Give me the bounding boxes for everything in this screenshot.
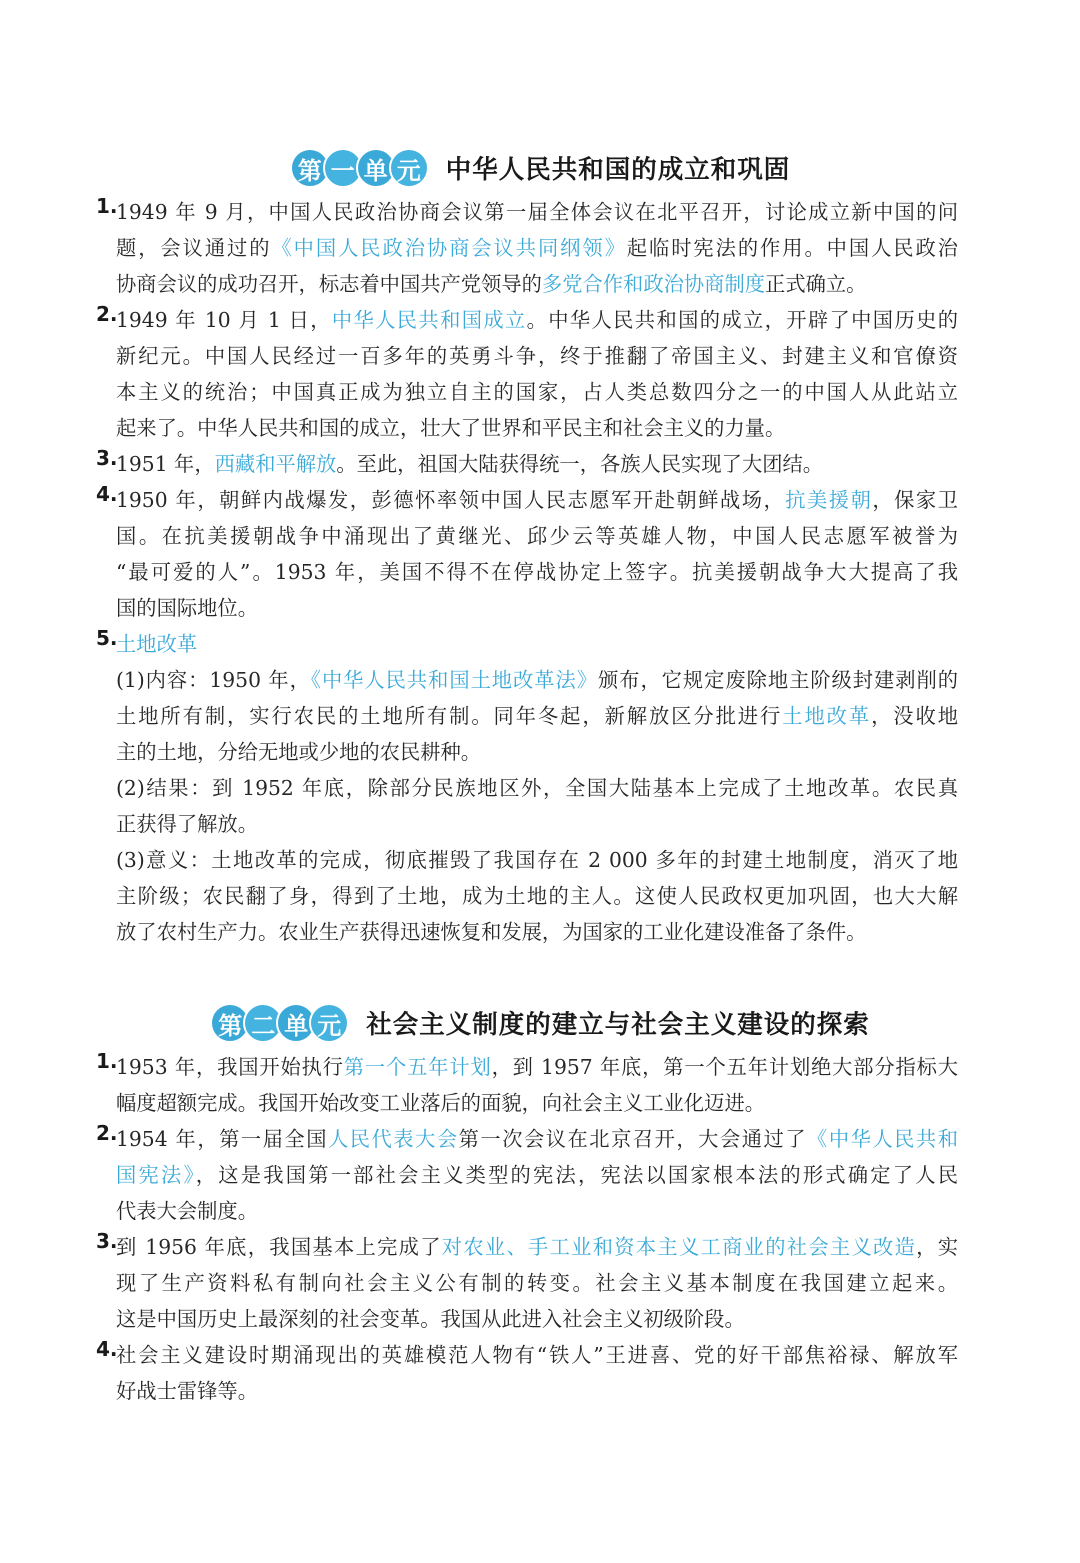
unit-badge bbox=[210, 1003, 342, 1043]
highlight-term: 国宪法》 bbox=[116, 1163, 196, 1187]
highlight-term: 第一个五年计划 bbox=[343, 1055, 492, 1079]
list-item bbox=[96, 302, 958, 446]
sub-paragraph bbox=[96, 842, 958, 950]
text-line bbox=[116, 410, 958, 446]
unit-header-2 bbox=[0, 1003, 1080, 1043]
highlight-term: 抗美援朝 bbox=[785, 488, 873, 512]
highlight-term: 中华人民共和国成立 bbox=[331, 308, 527, 332]
text-segment: 起临时宪法的作用。中国人民政治 bbox=[626, 236, 958, 260]
highlight-term: 人民代表大会 bbox=[327, 1127, 459, 1151]
text-segment: “最可爱的人”。1953 年，美国不得不在停战协定上签字。抗美援朝战争大大提高了我 bbox=[116, 560, 958, 584]
text-segment: 第一次会议在北京召开，大会通过了 bbox=[458, 1127, 808, 1151]
badge-char: 元 bbox=[389, 148, 429, 188]
text-segment: 1951 年， bbox=[116, 452, 215, 476]
unit-1-content bbox=[96, 194, 958, 950]
item-number: 3. bbox=[96, 446, 118, 470]
text-segment: 主的土地，分给无地或少地的农民耕种。 bbox=[116, 740, 482, 764]
text-line bbox=[116, 770, 958, 806]
badge-char: 元 bbox=[309, 1003, 349, 1043]
text-segment: 1949 年 10 月 1 日， bbox=[116, 308, 332, 332]
highlight-term: 土地改革 bbox=[116, 632, 198, 656]
text-segment: 国的国际地位。 bbox=[116, 596, 258, 620]
text-segment: 土地所有制，实行农民的土地所有制。同年冬起，新解放区分批进行 bbox=[116, 704, 783, 728]
sub-paragraph bbox=[96, 662, 958, 770]
highlight-term: 对农业、手工业和资本主义工商业的社会主义改造 bbox=[441, 1235, 917, 1259]
text-segment: 好战士雷锋等。 bbox=[116, 1379, 258, 1403]
text-line bbox=[116, 230, 958, 266]
unit-title: 社会主义制度的建立与社会主义建设的探索 bbox=[366, 1010, 870, 1040]
text-line bbox=[116, 842, 958, 878]
text-segment: 社会主义建设时期涌现出的英雄模范人物有“铁人”王进喜、党的好干部焦裕禄、解放军 bbox=[116, 1343, 958, 1367]
text-line bbox=[116, 446, 958, 482]
text-segment: 颁布，它规定废除地主阶级封建剥削的 bbox=[597, 668, 958, 692]
badge-char: 第 bbox=[210, 1003, 250, 1043]
text-segment: ，保家卫 bbox=[872, 488, 958, 512]
badge-char: 二 bbox=[243, 1003, 283, 1043]
text-segment: ，实 bbox=[916, 1235, 958, 1259]
text-line bbox=[116, 734, 958, 770]
list-item bbox=[96, 1049, 958, 1121]
text-line bbox=[116, 266, 958, 302]
text-line bbox=[116, 482, 958, 518]
text-segment: 本主义的统治；中国真正成为独立自主的国家，占人类总数四分之一的中国人从此站立 bbox=[116, 380, 958, 404]
badge-char: 一 bbox=[323, 148, 363, 188]
badge-char: 单 bbox=[276, 1003, 316, 1043]
text-line bbox=[116, 1229, 958, 1265]
text-segment: 1949 年 9 月，中国人民政治协商会议第一届全体会议在北平召开，讨论成立新中国的问 bbox=[116, 200, 958, 224]
text-line bbox=[116, 878, 958, 914]
item-number: 1. bbox=[96, 194, 118, 218]
list-item bbox=[96, 1121, 958, 1229]
highlight-term: 多党合作和政治协商制度 bbox=[541, 272, 766, 296]
highlight-term: 《中国人民政治协商会议共同纲领》 bbox=[271, 236, 627, 260]
badge-char: 第 bbox=[290, 148, 330, 188]
unit-header-1 bbox=[0, 148, 1080, 188]
text-line bbox=[116, 1121, 958, 1157]
list-item bbox=[96, 194, 958, 302]
item-number: 1. bbox=[96, 1049, 118, 1073]
text-line bbox=[116, 1265, 958, 1301]
text-segment: 国。在抗美援朝战争中涌现出了黄继光、邱少云等英雄人物，中国人民志愿军被誉为 bbox=[116, 524, 958, 548]
text-segment: 题，会议通过的 bbox=[116, 236, 272, 260]
text-segment: ，这是我国第一部社会主义类型的宪法，宪法以国家根本法的形式确定了人民 bbox=[195, 1163, 958, 1187]
text-segment: (2)结果：到 1952 年底，除部分民族地区外，全国大陆基本上完成了土地改革。农民真 bbox=[116, 776, 958, 800]
unit-2-content bbox=[96, 1049, 958, 1409]
unit-badge bbox=[290, 148, 422, 188]
text-line bbox=[116, 1337, 958, 1373]
text-line bbox=[116, 302, 958, 338]
text-segment: 这是中国历史上最深刻的社会变革。我国从此进入社会主义初级阶段。 bbox=[116, 1307, 745, 1331]
text-segment: 新纪元。中国人民经过一百多年的英勇斗争，终于推翻了帝国主义、封建主义和官僚资 bbox=[116, 344, 958, 368]
text-segment: ，到 1957 年底，第一个五年计划绝大部分指标大 bbox=[491, 1055, 958, 1079]
highlight-term: 土地改革 bbox=[782, 704, 872, 728]
item-number: 3. bbox=[96, 1229, 118, 1253]
text-segment: 。至此，祖国大陆获得统一，各族人民实现了大团结。 bbox=[336, 452, 824, 476]
text-line bbox=[116, 194, 958, 230]
text-line bbox=[116, 1085, 958, 1121]
item-number: 2. bbox=[96, 302, 118, 326]
text-segment: 正式确立。 bbox=[765, 272, 867, 296]
text-segment: 1954 年，第一届全国 bbox=[116, 1127, 328, 1151]
text-segment: 。中华人民共和国的成立，开辟了中国历史的 bbox=[526, 308, 958, 332]
list-item bbox=[96, 482, 958, 626]
text-line bbox=[116, 1157, 958, 1193]
text-line bbox=[116, 1301, 958, 1337]
list-item bbox=[96, 1229, 958, 1337]
text-line bbox=[116, 1373, 958, 1409]
item-number: 5. bbox=[96, 626, 118, 650]
text-line bbox=[116, 662, 958, 698]
list-item bbox=[96, 446, 958, 482]
text-line bbox=[116, 1193, 958, 1229]
text-segment: 1953 年，我国开始执行 bbox=[116, 1055, 344, 1079]
text-segment: (3)意义：土地改革的完成，彻底摧毁了我国存在 2 000 多年的封建土地制度，消灭了地 bbox=[116, 848, 958, 872]
item-number: 4. bbox=[96, 482, 118, 506]
text-segment: 1950 年，朝鲜内战爆发，彭德怀率领中国人民志愿军开赴朝鲜战场， bbox=[116, 488, 786, 512]
text-segment: 幅度超额完成。我国开始改变工业落后的面貌，向社会主义工业化迈进。 bbox=[116, 1091, 766, 1115]
text-line bbox=[116, 806, 958, 842]
text-line bbox=[116, 338, 958, 374]
text-line bbox=[116, 518, 958, 554]
text-segment: 起来了。中华人民共和国的成立，壮大了世界和平民主和社会主义的力量。 bbox=[116, 416, 786, 440]
text-line bbox=[116, 374, 958, 410]
text-line bbox=[116, 554, 958, 590]
text-segment: 现了生产资料私有制向社会主义公有制的转变。社会主义基本制度在我国建立起来。 bbox=[116, 1271, 958, 1295]
text-segment: 主阶级；农民翻了身，得到了土地，成为土地的主人。这使人民政权更加巩固，也大大解 bbox=[116, 884, 958, 908]
text-segment: 到 1956 年底，我国基本上完成了 bbox=[116, 1235, 442, 1259]
text-segment: 正获得了解放。 bbox=[116, 812, 258, 836]
text-segment: 放了农村生产力。农业生产获得迅速恢复和发展，为国家的工业化建设准备了条件。 bbox=[116, 920, 867, 944]
list-item bbox=[96, 1337, 958, 1409]
badge-char: 单 bbox=[356, 148, 396, 188]
highlight-term: 《中华人民共和国土地改革法》 bbox=[310, 668, 598, 692]
sub-paragraph bbox=[96, 770, 958, 842]
text-segment: (1)内容：1950 年， bbox=[116, 668, 311, 692]
item-number: 4. bbox=[96, 1337, 118, 1361]
text-line bbox=[116, 626, 958, 662]
text-line bbox=[116, 1049, 958, 1085]
highlight-term: 《中华人民共和 bbox=[807, 1127, 958, 1151]
highlight-term: 西藏和平解放 bbox=[214, 452, 337, 476]
text-line bbox=[116, 914, 958, 950]
text-segment: ，没收地 bbox=[871, 704, 958, 728]
text-line bbox=[116, 590, 958, 626]
text-line bbox=[116, 698, 958, 734]
text-segment: 协商会议的成功召开，标志着中国共产党领导的 bbox=[116, 272, 542, 296]
list-item bbox=[96, 626, 958, 662]
unit-title: 中华人民共和国的成立和巩固 bbox=[445, 155, 791, 185]
text-segment: 代表大会制度。 bbox=[116, 1199, 258, 1223]
item-number: 2. bbox=[96, 1121, 118, 1145]
